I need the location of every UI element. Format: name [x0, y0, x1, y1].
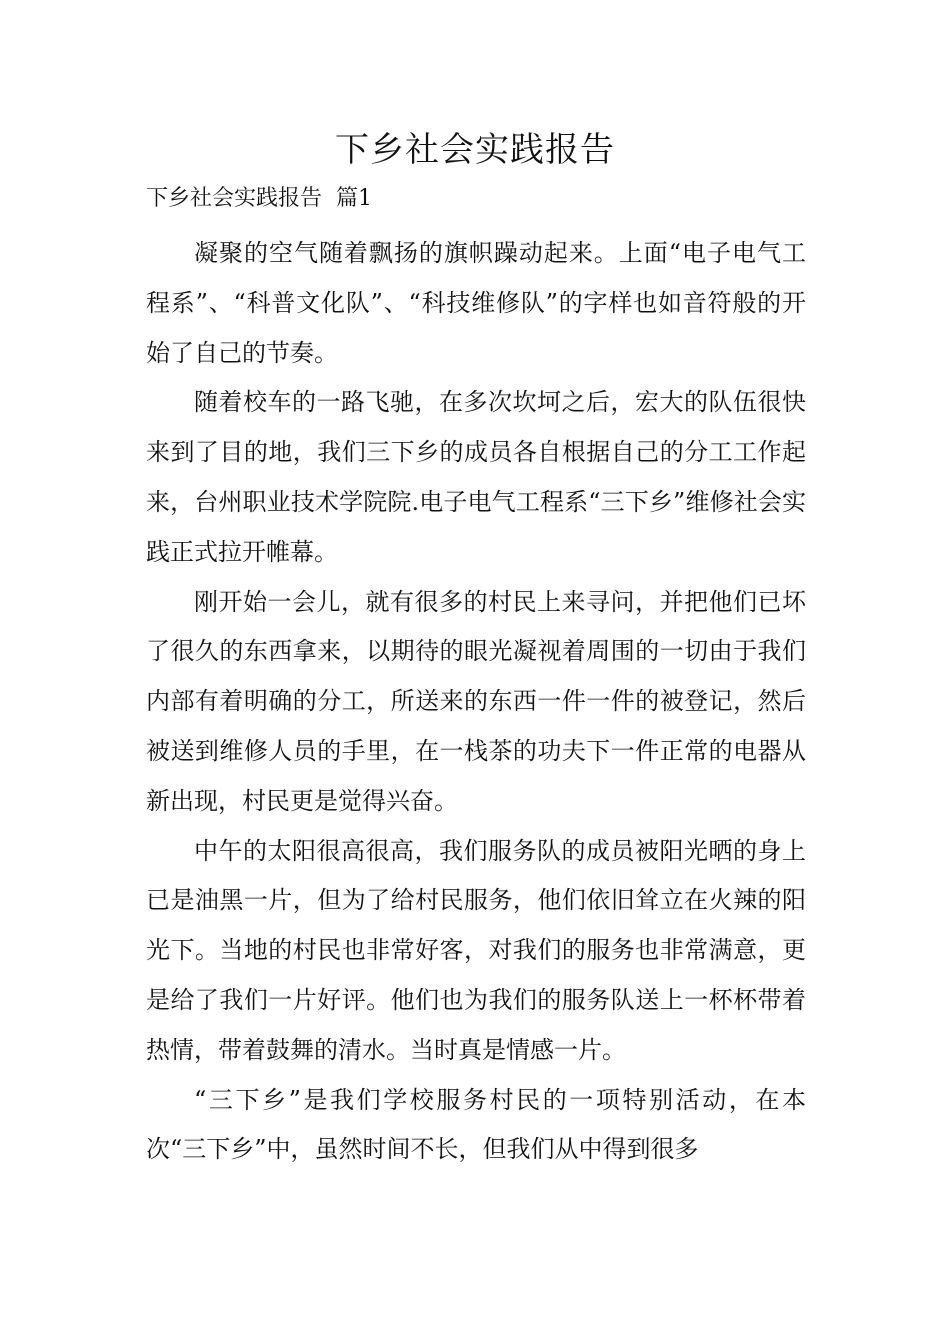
paragraph: 刚开始一会儿，就有很多的村民上来寻问，并把他们已坏了很久的东西拿来，以期待的眼光凝视着周围的一切由于我们内部有着明确的分工，所送来的东西一件一件的被登记，然后被送到维修人员的手里，在一栈茶的功夫下一件正常的电器从新出现，村民更是觉得兴奋。: [146, 587, 806, 815]
document-title: 下乡社会实践报告: [335, 130, 615, 170]
paragraph: “三下乡”是我们学校服务村民的一项特别活动，在本次“三下乡”中，虽然时间不长，但我们从中得到很多: [146, 1085, 806, 1164]
paragraph: 凝聚的空气随着飘扬的旗帜躁动起来。上面“电子电气工程系”、“科普文化队”、“科技维修队”的字样也如音符般的开始了自己的节奏。: [146, 239, 806, 367]
paragraph: 中午的太阳很高很高，我们服务队的成员被阳光晒的身上已是油黑一片，但为了给村民服务，他们依旧耸立在火辣的阳光下。当地的村民也非常好客，对我们的服务也非常满意，更是给了我们一片好评。他们也为我们的服务队送上一杯杯带着热情，带着鼓舞的清水。当时真是情感一片。: [146, 836, 806, 1064]
document-body: [146, 229, 806, 1175]
paragraph: 随着校车的一路飞驰，在多次坎坷之后，宏大的队伍很快来到了目的地，我们三下乡的成员各自根据自己的分工工作起来，台州职业技术学院院.电子电气工程系“三下乡”维修社会实践正式拉开帷幕。: [146, 388, 806, 566]
document-subtitle: 下乡社会实践报告 篇1: [146, 186, 372, 211]
